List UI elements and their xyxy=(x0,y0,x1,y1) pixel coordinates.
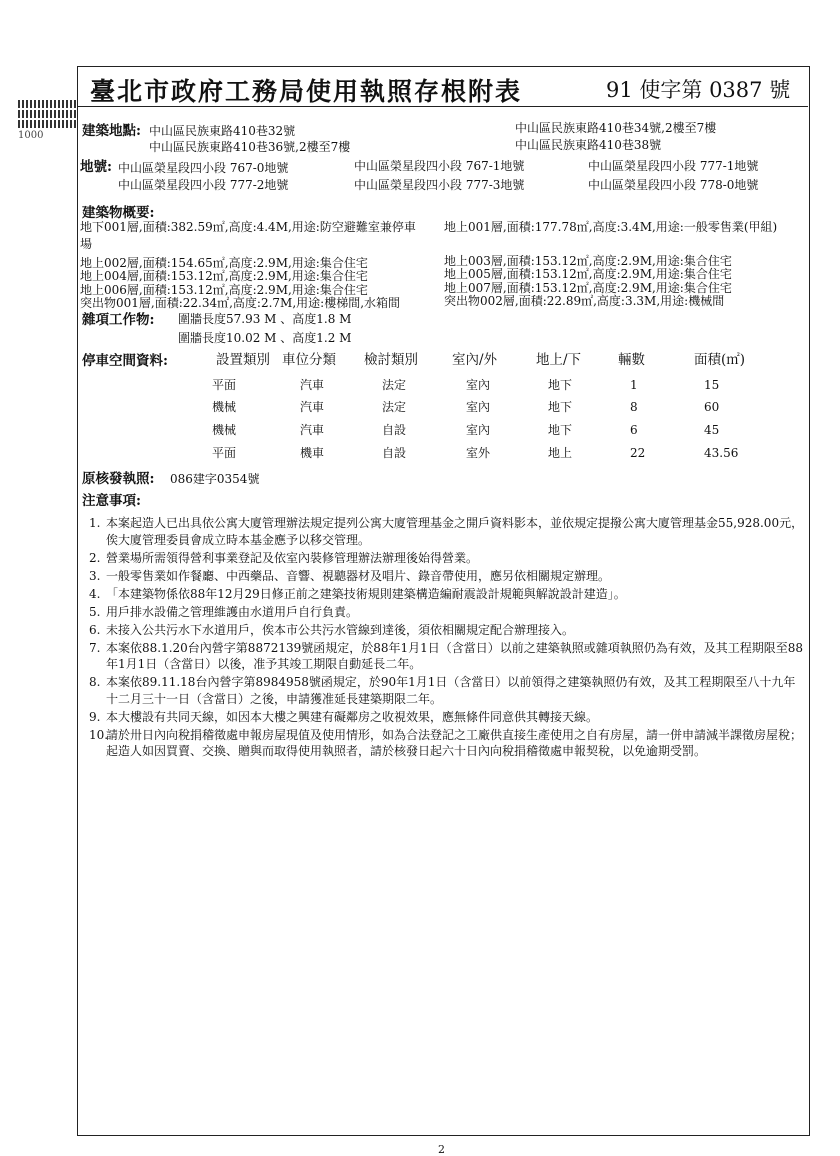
parking-cell: 地下 xyxy=(548,378,573,392)
note-text: 請於卅日內向稅捐稽徵處申報房屋現值及使用情形，如為合法登記之工廠供直接生產使用之自有房屋，請一併申請減半課徵房屋稅；起造人如因買賣、交換、贈與而取得使用執照者，請於核發日起六十日內向稅捐稽徵處申報契稅，以免逾期受罰。 xyxy=(106,727,803,758)
parking-cell: 地下 xyxy=(548,423,573,437)
note-text: 用戶排水設備之管理維護由水道用戶自行負責。 xyxy=(106,604,359,619)
note-text: 本案依88.1.20台內營字第8872139號函規定，於88年1月1日（含當日）以前之建築執照或雜項執照仍為有效，及其工程期限至88年1月1日（含當日）以後，准予其竣工期限自動延長二年。 xyxy=(106,640,804,671)
floor-b1: 地下001層,面積:382.59㎡,高度:4.4M,用途:防空避難室兼停車 xyxy=(80,220,416,234)
note-number: 9. xyxy=(89,709,101,724)
note-item xyxy=(89,568,805,585)
parking-cell: 6 xyxy=(630,423,638,437)
parking-cell: 15 xyxy=(704,378,720,392)
parking-cell: 平面 xyxy=(212,446,237,460)
address-item: 中山區民族東路410巷34號,2樓至7樓 xyxy=(515,121,717,135)
lot-label: 地號: xyxy=(80,159,112,175)
note-text: 「本建築物係依88年12月29日修正前之建築技術規則建築構造編耐震設計規範與解說設計建造」。 xyxy=(106,586,626,601)
parking-cell: 機械 xyxy=(212,423,237,437)
note-item xyxy=(89,586,805,603)
floor-f4: 地上004層,面積:153.12㎡,高度:2.9M,用途:集合住宅 xyxy=(80,269,368,283)
note-number: 10. xyxy=(89,727,109,742)
note-item xyxy=(89,727,805,760)
parking-cell: 法定 xyxy=(382,400,407,414)
parking-header: 地上/下 xyxy=(536,352,582,368)
parking-cell: 自設 xyxy=(382,446,407,460)
lot-item: 中山區榮星段四小段 767-1地號 xyxy=(354,159,525,173)
parking-cell: 汽車 xyxy=(300,423,325,437)
lot-item: 中山區榮星段四小段 777-3地號 xyxy=(354,178,525,192)
parking-header: 輛數 xyxy=(618,352,645,368)
stamp-text: 1000 xyxy=(18,130,44,141)
note-text: 一般零售業如作餐廳、中西藥品、音響、視聽器材及唱片、錄音帶使用，應另依相關規定辦理。 xyxy=(106,568,611,583)
floor-f2: 地上002層,面積:154.65㎡,高度:2.9M,用途:集合住宅 xyxy=(80,256,368,270)
parking-cell: 汽車 xyxy=(300,378,325,392)
note-text: 本案依89.11.18台內營字第8984958號函規定，於90年1月1日（含當日）以前領得之建築執照仍有效，及其工程期限至八十九年十二月三十一日（含當日）之後，申請獲准延長建築期限二年。 xyxy=(106,675,796,706)
parking-cell: 機械 xyxy=(212,400,237,414)
parking-cell: 室外 xyxy=(466,446,491,460)
note-item xyxy=(89,550,805,567)
permit-number: 91 使字第 0387 號 xyxy=(606,78,791,102)
stamp-mark xyxy=(18,100,76,154)
parking-cell: 43.56 xyxy=(704,446,739,460)
floor-f1: 地上001層,面積:177.78㎡,高度:3.4M,用途:一般零售業(甲組) xyxy=(444,220,778,234)
notes-list xyxy=(89,515,805,761)
page-title: 臺北市政府工務局使用執照存根附表 xyxy=(90,77,523,106)
parking-cell: 60 xyxy=(704,400,720,414)
parking-header: 車位分類 xyxy=(282,352,336,368)
parking-header: 檢討類別 xyxy=(364,352,418,368)
note-item xyxy=(89,709,805,726)
note-item xyxy=(89,674,805,707)
address-item: 中山區民族東路410巷38號 xyxy=(515,138,662,152)
note-number: 5. xyxy=(89,604,101,619)
note-item xyxy=(89,604,805,621)
parking-cell: 45 xyxy=(704,423,720,437)
floor-f5: 地上005層,面積:153.12㎡,高度:2.9M,用途:集合住宅 xyxy=(444,267,732,281)
note-text: 營業場所需領得營利事業登記及依室內裝修管理辦法辦理後始得營業。 xyxy=(106,550,479,565)
parking-cell: 自設 xyxy=(382,423,407,437)
note-number: 2. xyxy=(89,550,101,565)
note-text: 本大樓設有共同天線，如因本大樓之興建有礙鄰房之收視效果，應無條件同意供其轉接天線。 xyxy=(106,709,599,724)
note-number: 8. xyxy=(89,675,101,689)
parking-cell: 平面 xyxy=(212,378,237,392)
parking-cell: 1 xyxy=(630,378,638,392)
building-label: 建築物概要: xyxy=(82,205,155,221)
parking-cell: 地下 xyxy=(548,400,573,414)
notes-label: 注意事項: xyxy=(82,493,141,509)
misc-wall: 圍牆長度57.93 M 、高度1.8 M xyxy=(178,312,352,326)
page-number: 2 xyxy=(438,1143,445,1156)
note-number: 7. xyxy=(89,640,101,655)
note-text: 未接入公共污水下水道用戶，俟本市公共污水管線到達後，須依相關規定配合辦理接入。 xyxy=(106,622,575,637)
parking-label: 停車空間資料: xyxy=(82,353,168,369)
lot-item: 中山區榮星段四小段 778-0地號 xyxy=(588,178,759,192)
address-item: 中山區民族東路410巷36號,2樓至7樓 xyxy=(149,140,351,154)
original-permit-value: 086建字0354號 xyxy=(170,472,260,486)
parking-cell: 22 xyxy=(630,446,646,460)
floor-f6: 地上006層,面積:153.12㎡,高度:2.9M,用途:集合住宅 xyxy=(80,283,368,297)
parking-cell: 室內 xyxy=(466,423,491,437)
parking-cell: 地上 xyxy=(548,446,573,460)
note-number: 1. xyxy=(89,516,101,530)
floor-f3: 地上003層,面積:153.12㎡,高度:2.9M,用途:集合住宅 xyxy=(444,254,732,268)
address-item: 中山區民族東路410巷32號 xyxy=(149,124,296,138)
lot-item: 中山區榮星段四小段 777-2地號 xyxy=(118,178,289,192)
floor-f1-cont: 場 xyxy=(80,237,93,251)
misc-label: 雜項工作物: xyxy=(82,312,155,328)
note-number: 3. xyxy=(89,568,101,583)
note-text: 本案起造人已出具依公寓大廈管理辦法規定提列公寓大廈管理基金之開戶資料影本，並依規定提撥公寓大廈管理基金55,928.00元，俟大廈管理委員會成立時本基金應予以移交管理。 xyxy=(106,516,804,547)
floor-f7: 地上007層,面積:153.12㎡,高度:2.9M,用途:集合住宅 xyxy=(444,281,732,295)
parking-cell: 室內 xyxy=(466,400,491,414)
address-label: 建築地點: xyxy=(82,123,141,139)
note-item xyxy=(89,622,805,639)
note-item xyxy=(89,640,805,673)
lot-item: 中山區榮星段四小段 767-0地號 xyxy=(118,161,289,175)
parking-cell: 汽車 xyxy=(300,400,325,414)
misc-wall: 圍牆長度10.02 M 、高度1.2 M xyxy=(178,331,352,345)
parking-cell: 法定 xyxy=(382,378,407,392)
note-item xyxy=(89,515,805,548)
parking-header: 面積(㎡) xyxy=(694,352,746,368)
parking-header: 設置類別 xyxy=(216,352,270,368)
note-number: 4. xyxy=(89,586,101,601)
original-permit-label: 原核發執照: xyxy=(82,471,155,487)
parking-cell: 8 xyxy=(630,400,638,414)
parking-cell: 機車 xyxy=(300,446,325,460)
note-number: 6. xyxy=(89,622,101,637)
rooftop-r1: 突出物001層,面積:22.34㎡,高度:2.7M,用途:樓梯間,水箱間 xyxy=(80,296,401,310)
rooftop-r2: 突出物002層,面積:22.89㎡,高度:3.3M,用途:機械間 xyxy=(444,294,725,308)
parking-cell: 室內 xyxy=(466,378,491,392)
lot-item: 中山區榮星段四小段 777-1地號 xyxy=(588,159,759,173)
parking-header: 室內/外 xyxy=(452,352,498,368)
